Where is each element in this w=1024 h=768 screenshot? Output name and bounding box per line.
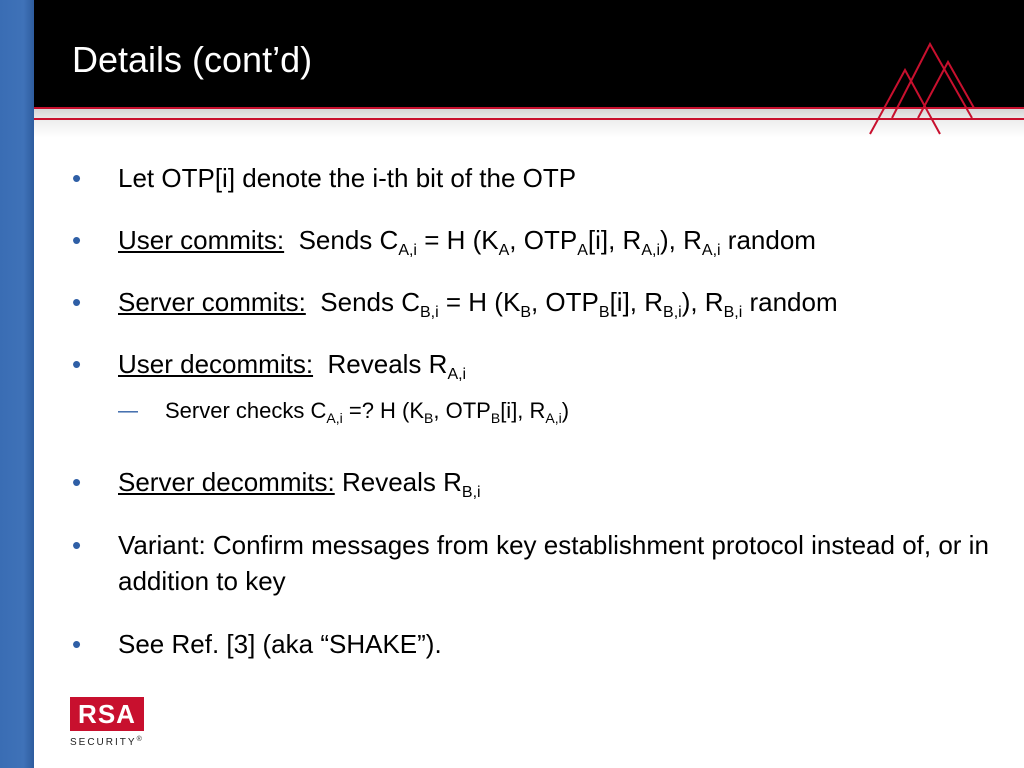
bullet-text: See Ref. [3] (aka “SHAKE”). (118, 629, 442, 659)
bullet-icon: • (72, 163, 82, 193)
bullet-text: Variant: Confirm messages from key establishment protocol instead of, or in addition to key (118, 530, 989, 596)
bullet-icon: • (72, 225, 82, 255)
bullet-icon: • (72, 629, 82, 659)
title-bar-shadow (34, 108, 1024, 138)
bullet-label: Server commits: (118, 287, 306, 317)
bullet-text: User commits: Sends $C_{A,i} = H$ ($K_A$, $OTP_A[i]$, $R_{A,i}$), $R_{A,i}$ random (118, 225, 816, 259)
dash-icon: — (118, 400, 138, 422)
bullet-text: Let OTP[i] denote the i-th bit of the OTP (118, 163, 577, 193)
bullet-text: Server decommits: Reveals $R_{B,i}$ (118, 467, 481, 501)
bullet-text: Server commits: Sends $C_{B,i} = H$ ($K_B$, $OTP_B[i]$, $R_{B,i}$), $R_{B,i}$ random (118, 287, 838, 321)
sub-bullet-text: Server checks $C_{A,i}$ =? H ($K_B$, $OTP_B[i]$, $R_{A,i}$) (165, 398, 570, 426)
slide-title: Details (cont’d) (72, 39, 313, 80)
bullet-label: User decommits: (118, 349, 314, 379)
rsa-logo-mark: RSA (70, 697, 144, 731)
bullet-label: User commits: (118, 225, 285, 255)
bullet-label: Server decommits: (118, 467, 335, 497)
bullet-icon: • (72, 287, 82, 317)
bullet-icon: • (72, 467, 82, 497)
left-accent-bar (0, 0, 34, 768)
rsa-logo-wordmark: SECURITY® (70, 736, 142, 748)
bullet-text: User decommits: Reveals $R_{A,i}$ (118, 349, 467, 383)
bullet-icon: • (72, 530, 82, 560)
bullet-icon: • (72, 349, 82, 379)
rsa-security-logo (70, 697, 152, 753)
